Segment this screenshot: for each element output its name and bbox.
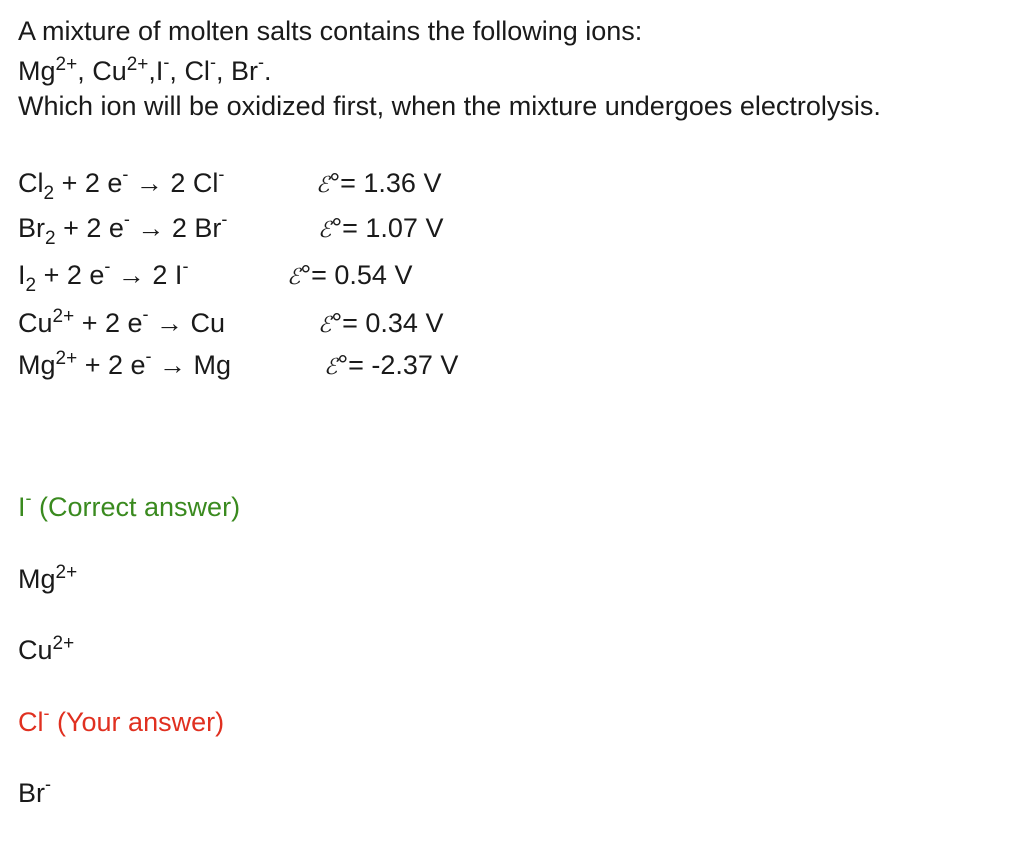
ion-list: $Mg^{2+}$, $Cu^{2+},I^-$, Cl-, Br-. — [18, 52, 272, 86]
answer-option-cu[interactable]: $Cu^{2+}$ — [18, 633, 75, 665]
reaction-mg: $Mg^{2+} + 2$ e- → Mg — [18, 346, 232, 380]
potential-cl: ℰ°= 1.36 V — [316, 168, 442, 198]
answer-option-br[interactable]: Br- — [18, 774, 51, 808]
reaction-i: $I_2 + 2$ e- → 2 I- — [18, 256, 189, 296]
answer-option-cl[interactable]: Cl- (Your answer) — [18, 703, 225, 737]
potential-cu: ℰ°= 0.34 V — [318, 308, 444, 338]
question-line-3: Which ion will be oxidized first, when the mixture undergoes electrolysis. — [18, 91, 881, 121]
reaction-cu: $Cu^{2+} + 2$ e- → Cu — [18, 304, 226, 338]
potential-i: ℰ°= 0.54 V — [287, 260, 413, 290]
question-line-1: A mixture of molten salts contains the following ions: — [18, 16, 643, 46]
answer-option-i[interactable]: I- (Correct answer) — [18, 488, 241, 522]
reaction-cl: $Cl_2 + 2$ e- → 2 Cl- — [18, 164, 225, 204]
reaction-br: $Br_2 + 2$ e- → 2 Br- — [18, 209, 228, 249]
potential-mg: ℰ°= -2.37 V — [324, 350, 459, 380]
potential-br: ℰ°= 1.07 V — [318, 213, 444, 243]
answer-option-mg[interactable]: $Mg^{2+}$ — [18, 562, 78, 594]
